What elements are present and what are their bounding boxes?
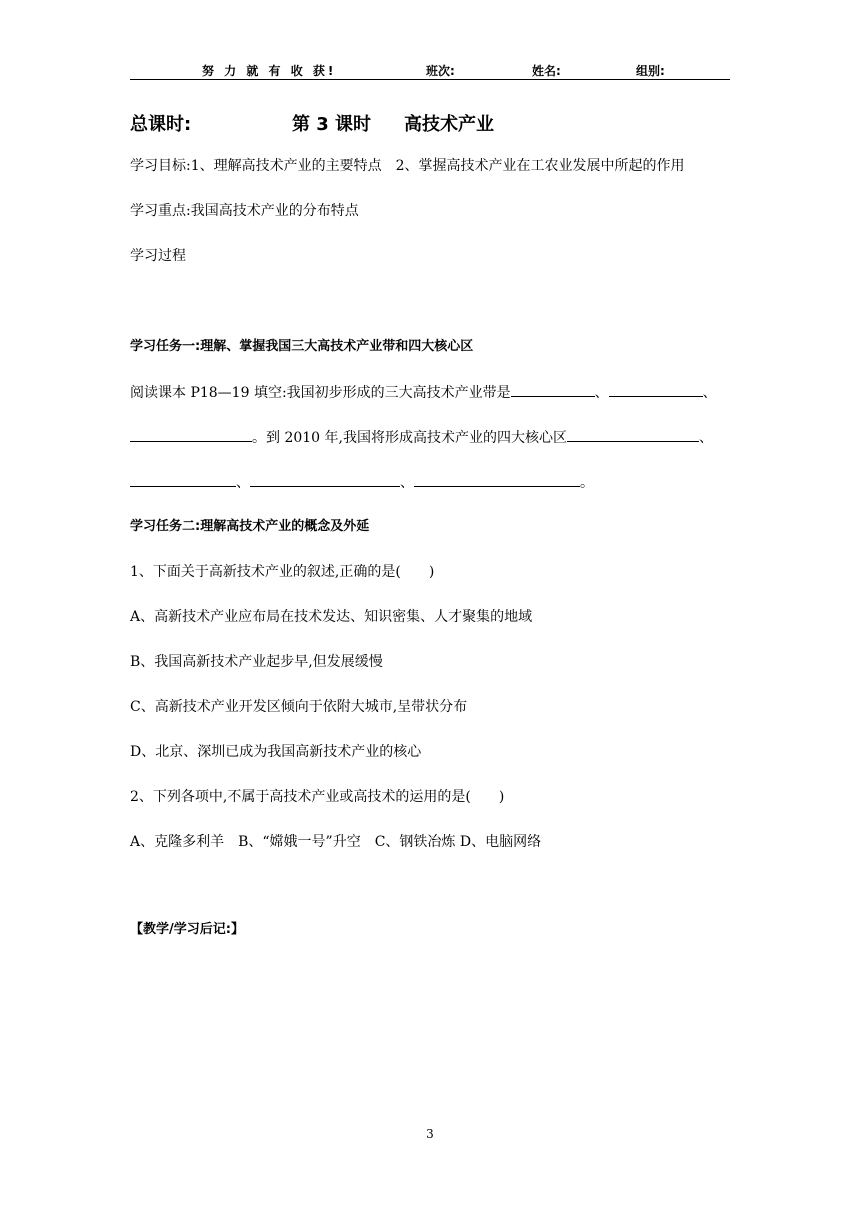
answer-blank[interactable] [130, 427, 252, 442]
title-topic: 高技术产业 [404, 114, 494, 135]
answer-blank[interactable] [130, 472, 236, 487]
answer-blank[interactable] [567, 427, 699, 442]
header-divider [130, 79, 730, 80]
question-1: 1、下面关于高新技术产业的叙述,正确的是( ) [130, 564, 435, 580]
task1-heading: 学习任务一:理解、掌握我国三大高技术产业带和四大核心区 [130, 339, 474, 354]
learning-goals: 学习目标:1、理解高技术产业的主要特点 2、掌握高技术产业在工农业发展中所起的作用 [130, 158, 685, 174]
q1-option-a: A、高新技术产业应布局在技术发达、知识密集、人才聚集的地域 [130, 609, 533, 625]
separator: 、 [400, 475, 414, 491]
task1-fill-line-1 [130, 382, 730, 403]
header-motto: 努 力 就 有 收 获! [202, 64, 337, 78]
page-number: 3 [426, 1127, 434, 1141]
header-group-label: 组别: [636, 64, 665, 78]
task2-heading: 学习任务二:理解高技术产业的概念及外延 [130, 519, 370, 534]
q2-options: A、克隆多利羊 B、“嫦娥一号”升空 C、钢铁冶炼 D、电脑网络 [130, 834, 542, 850]
question-2: 2、下列各项中,不属于高技术产业或高技术的运用的是( ) [130, 789, 505, 805]
task1-line1-text: 阅读课本 P18—19 填空:我国初步形成的三大高技术产业带是 [130, 385, 511, 401]
separator: 、 [236, 475, 250, 491]
task1-fill-line-3 [130, 472, 730, 493]
task1-line2-text: 。到 2010 年,我国将形成高技术产业的四大核心区 [252, 430, 567, 446]
answer-blank[interactable] [511, 382, 595, 397]
end-mark: 。 [580, 475, 594, 491]
separator: 、 [594, 385, 609, 401]
title-total-hours: 总课时: [130, 114, 192, 135]
answer-blank[interactable] [609, 382, 703, 397]
q1-option-d: D、北京、深圳已成为我国高新技术产业的核心 [130, 744, 422, 760]
q1-option-b: B、我国高新技术产业起步早,但发展缓慢 [130, 654, 383, 670]
learning-process: 学习过程 [130, 248, 186, 264]
lesson-title [130, 110, 730, 136]
separator: 、 [702, 385, 717, 401]
page-header [130, 60, 730, 78]
answer-blank[interactable] [414, 472, 580, 487]
separator: 、 [698, 430, 713, 446]
task1-fill-line-2 [130, 427, 730, 448]
header-name-label: 姓名: [532, 64, 561, 78]
learning-focus: 学习重点:我国高技术产业的分布特点 [130, 203, 359, 219]
q1-option-c: C、高新技术产业开发区倾向于依附大城市,呈带状分布 [130, 699, 468, 715]
teaching-notes-heading: 【教学/学习后记:】 [130, 922, 244, 937]
answer-blank[interactable] [250, 472, 400, 487]
title-lesson-number: 第 3 课时 [292, 114, 372, 135]
header-class-label: 班次: [426, 64, 455, 78]
